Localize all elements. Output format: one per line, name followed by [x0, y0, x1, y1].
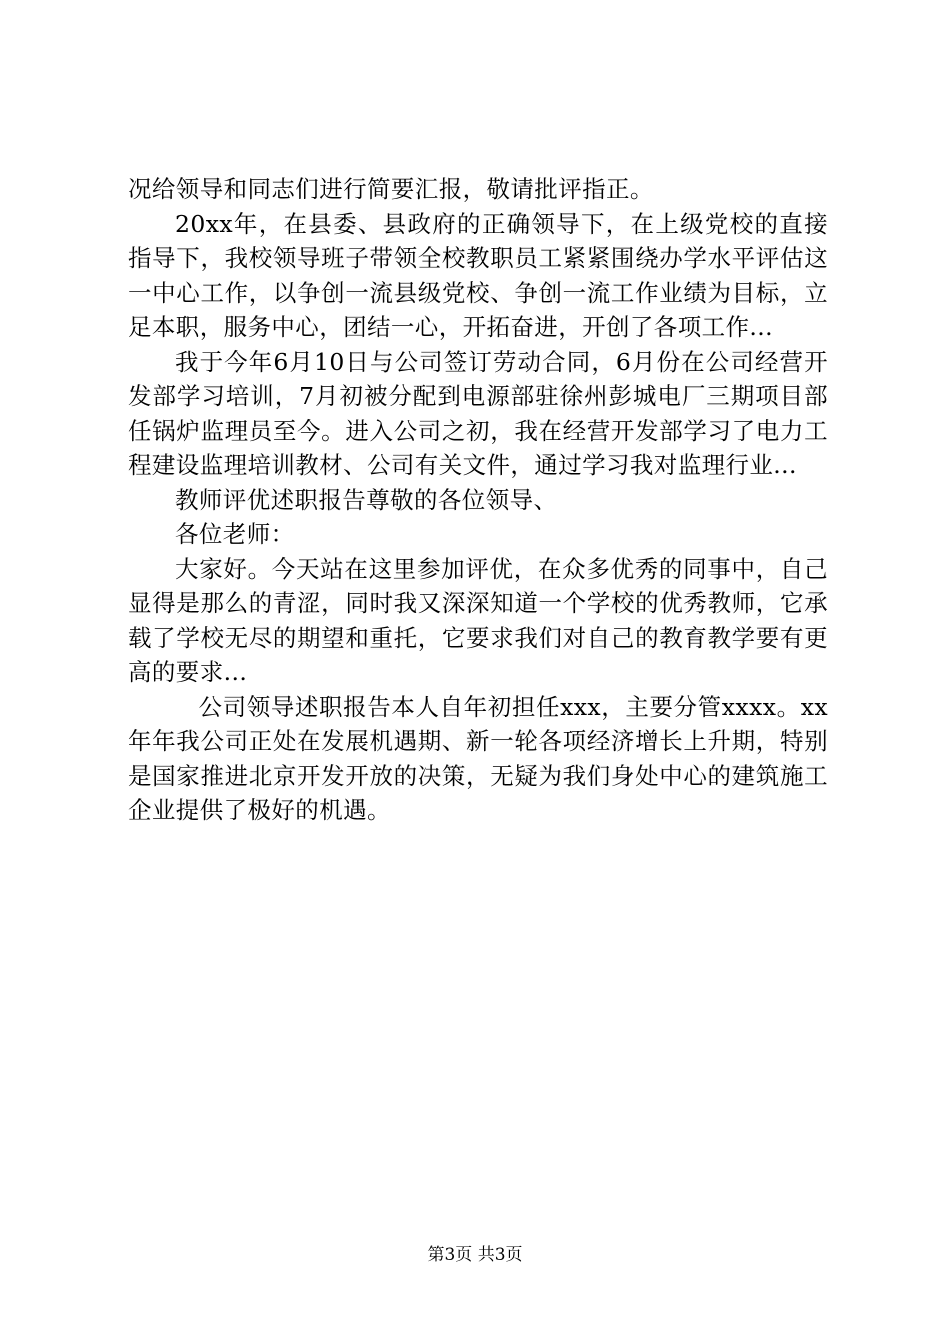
paragraph-teacher-title: 教师评优述职报告尊敬的各位领导、 [175, 485, 558, 514]
page-number-footer: 第3页 共3页 [427, 1245, 523, 1265]
paragraph-continuation: 况给领导和同志们进行简要汇报，敬请批评指正。 [128, 175, 654, 203]
paragraph-teacher-speech: 大家好。今天站在这里参加评优，在众多优秀的同事中，自己显得是那么的青涩，同时我又深深知道一个学校的优秀教师，它承载了学校无尽的期望和重托，它要求我们对自己的教育教学要有更高的要求... [128, 554, 828, 686]
document-body [128, 172, 828, 828]
paragraph-salutation: 各位老师： [175, 520, 295, 548]
paragraph-company-contract: 我于今年6月10日与公司签订劳动合同，6月份在公司经营开发部学习培训，7月初被分配到电源部驻徐州彭城电厂三期项目部任锅炉监理员至今。进入公司之初，我在经营开发部学习了电力工程建设监理培训教材、公司有关文件，通过学习我对监理行业... [128, 347, 828, 479]
paragraph-party-school: 20xx年，在县委、县政府的正确领导下，在上级党校的直接指导下，我校领导班子带领全校教职员工紧紧围绕办学水平评估这一中心工作，以争创一流县级党校、争创一流工作业绩为目标，立足本职，服务中心，团结一心，开拓奋进，开创了各项工作... [128, 209, 828, 341]
paragraph-company-leader: 公司领导述职报告本人自年初担任xxx，主要分管xxxx。xx年年我公司正处在发展机遇期、新一轮各项经济增长上升期，特别是国家推进北京开发开放的决策，无疑为我们身处中心的建筑施工企业提供了极好的机遇。 [128, 692, 828, 824]
